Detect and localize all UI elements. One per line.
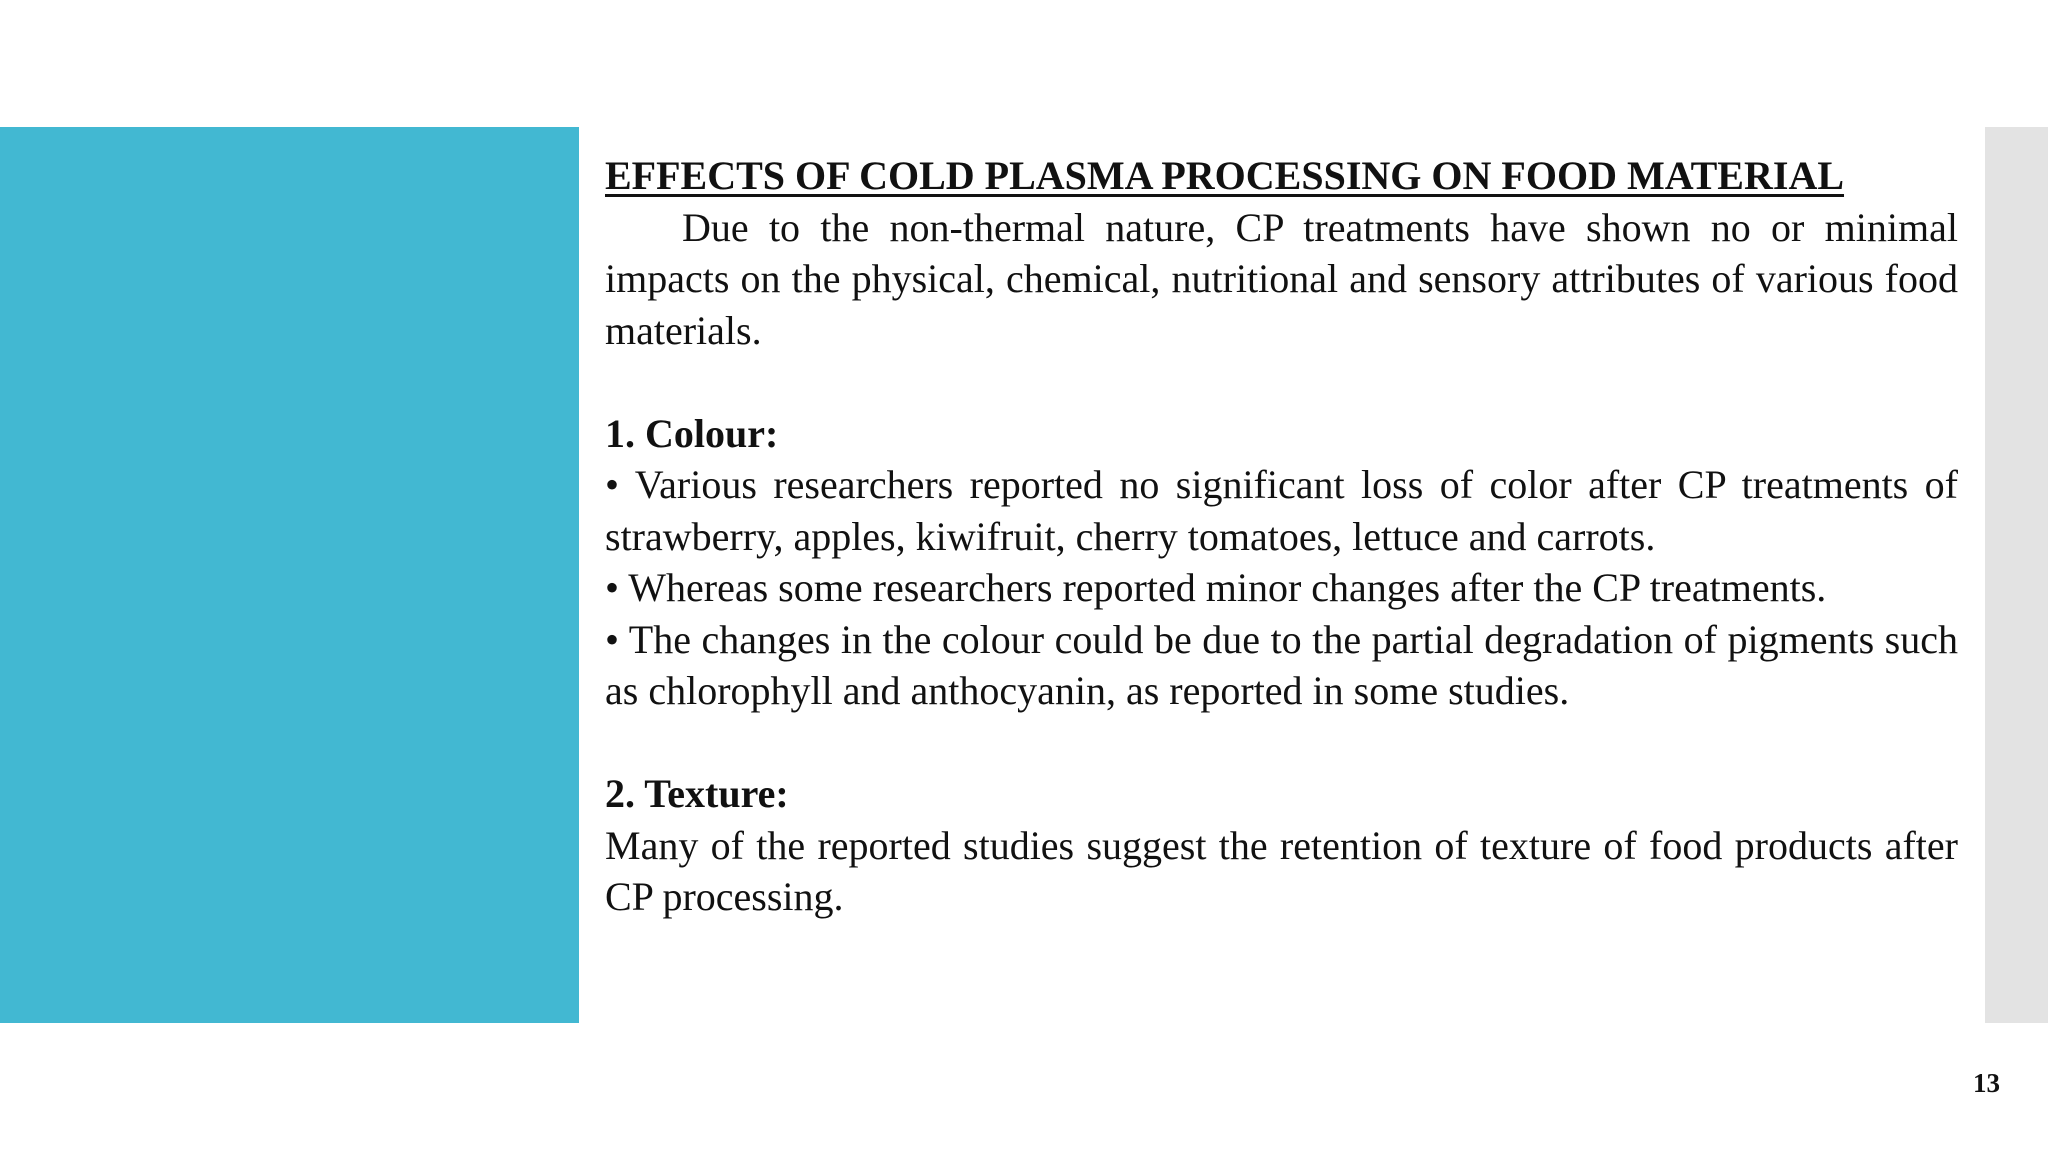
page-number: 13 (1973, 1068, 2000, 1098)
colour-bullet-2: • Whereas some researchers reported minor changes after the CP treatments. (605, 565, 1827, 610)
section-heading-colour: 1. Colour: (605, 410, 779, 456)
accent-panel (0, 127, 579, 1023)
spacer (605, 717, 1958, 769)
colour-bullet-3: • The changes in the colour could be due to the partial degradation of pigments such as chlorophyll and anthocyanin, as reported in some studies. (605, 616, 1958, 713)
colour-bullet-1: • Various researchers reported no significant loss of color after CP treatments of strawberry, apples, kiwifruit, cherry tomatoes, lettuce and carrots. (605, 462, 1958, 559)
slide-title: EFFECTS OF COLD PLASMA PROCESSING ON FOOD MATERIAL (605, 153, 1845, 198)
slide-content (605, 150, 1958, 923)
spacer (605, 356, 1958, 408)
texture-paragraph: Many of the reported studies suggest the retention of texture of food products after CP processing. (605, 822, 1958, 919)
side-strip (1985, 127, 2048, 1023)
section-heading-texture: 2. Texture: (605, 771, 789, 816)
intro-paragraph: Due to the non-thermal nature, CP treatments have shown no or minimal impacts on the physical, chemical, nutritional and sensory attributes of various food materials. (605, 204, 1958, 353)
